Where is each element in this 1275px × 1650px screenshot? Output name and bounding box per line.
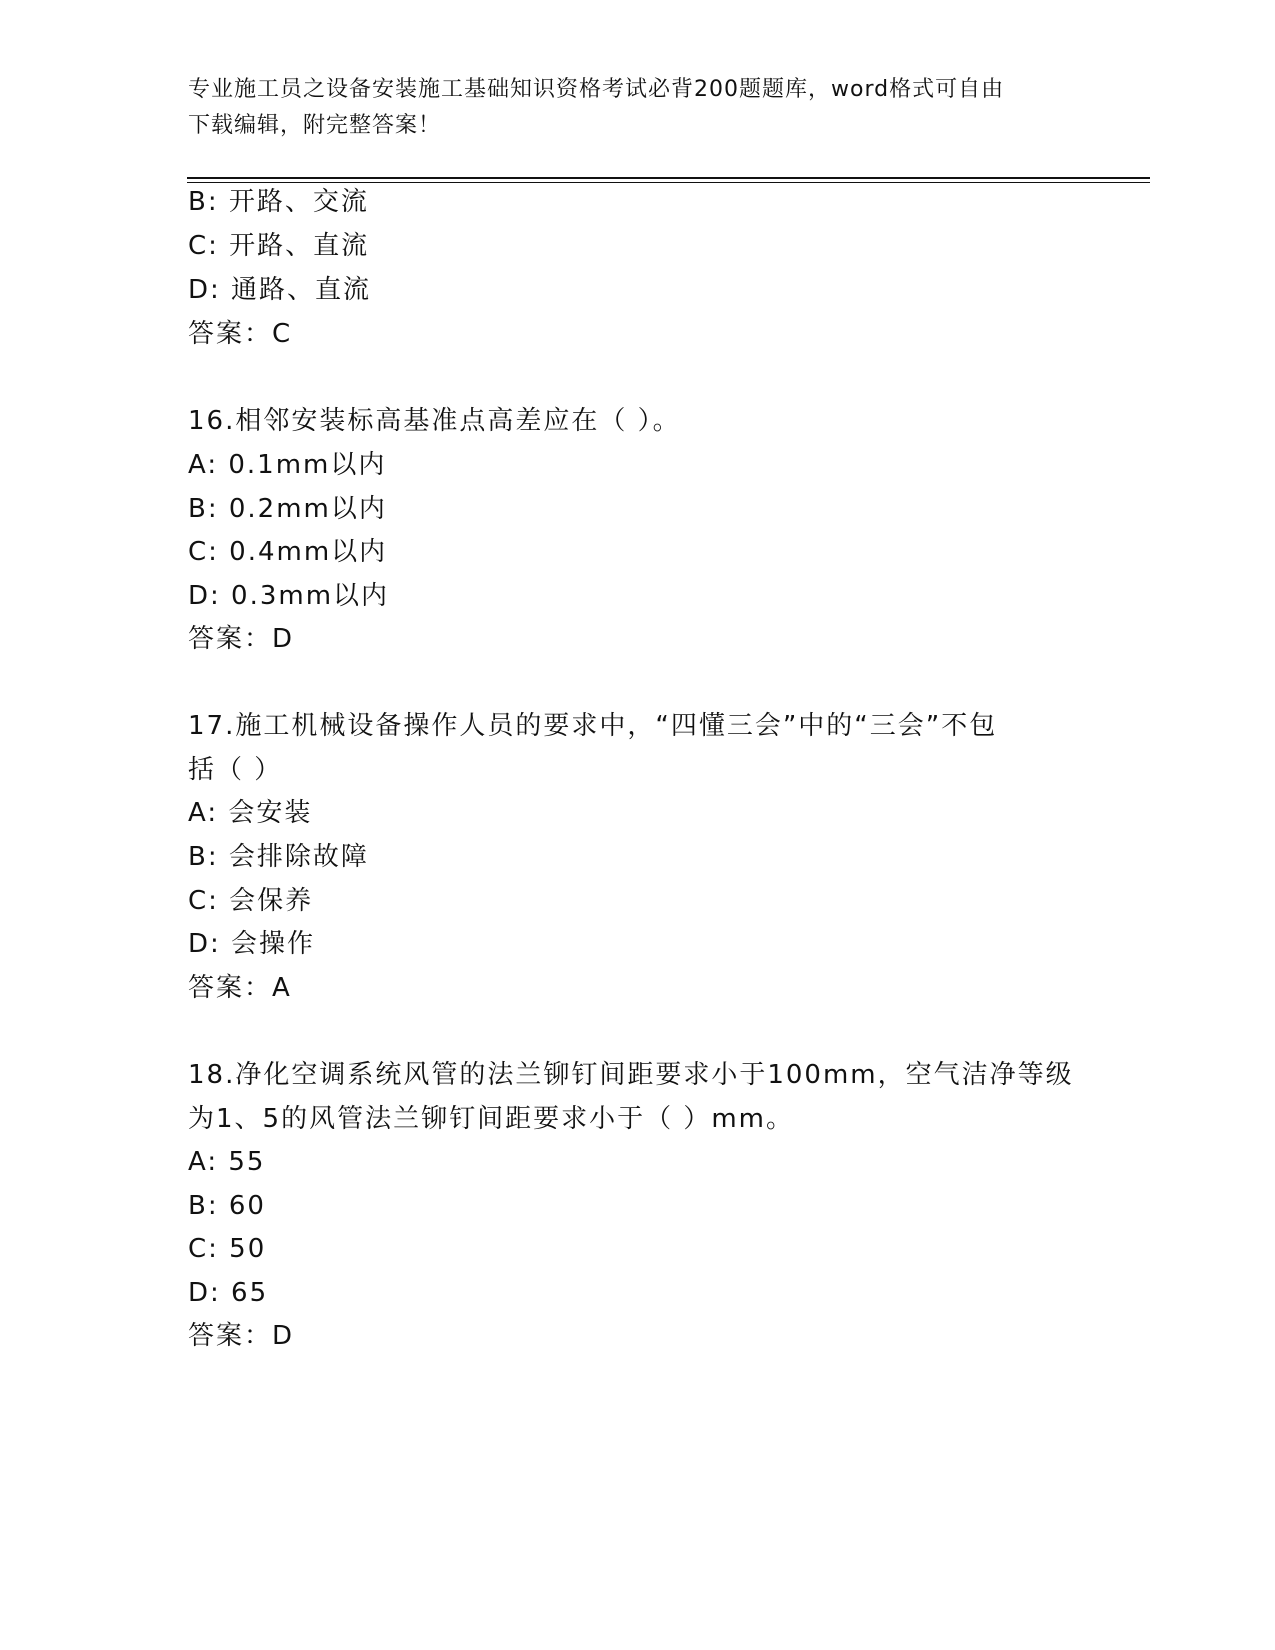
- q16-answer: 答案：D: [188, 624, 295, 654]
- q15-answer: 答案：C: [188, 319, 293, 349]
- q15-option-c: C: 开路、直流: [188, 231, 370, 261]
- q18-answer: 答案：D: [188, 1321, 295, 1351]
- header-title-line-1: 专业施工员之设备安装施工基础知识资格考试必背200题题库，word格式可自由: [188, 77, 1005, 102]
- q18-question-line-2: 为1、5的风管法兰铆钉间距要求小于（ ）mm。: [188, 1104, 795, 1134]
- q15-option-b: B: 开路、交流: [188, 187, 369, 217]
- q17-option-a: A: 会安装: [188, 798, 313, 828]
- q18-option-d: D: 65: [188, 1278, 269, 1308]
- q17-option-d: D: 会操作: [188, 929, 316, 959]
- q17-option-b: B: 会排除故障: [188, 842, 369, 872]
- q18-option-c: C: 50: [188, 1234, 267, 1264]
- q18-question-line-1: 18.净化空调系统风管的法兰铆钉间距要求小于100mm，空气洁净等级: [188, 1060, 1074, 1090]
- q18-option-b: B: 60: [188, 1191, 266, 1221]
- q18-option-a: A: 55: [188, 1147, 266, 1177]
- q17-question-line-1: 17.施工机械设备操作人员的要求中，“四懂三会”中的“三会”不包: [188, 711, 998, 741]
- q16-option-a: A: 0.1mm以内: [188, 450, 387, 480]
- q17-option-c: C: 会保养: [188, 886, 314, 916]
- header-divider-thick: [187, 177, 1150, 179]
- q15-option-d: D: 通路、直流: [188, 275, 372, 305]
- q17-answer: 答案：A: [188, 973, 292, 1003]
- q16-option-c: C: 0.4mm以内: [188, 537, 388, 567]
- q16-option-d: D: 0.3mm以内: [188, 581, 390, 611]
- q16-question: 16.相邻安装标高基准点高差应在（ ）。: [188, 406, 681, 436]
- header-title-line-2: 下载编辑，附完整答案！: [188, 113, 442, 138]
- q17-question-line-2: 括（ ）: [188, 755, 283, 785]
- q16-option-b: B: 0.2mm以内: [188, 494, 387, 524]
- document-header: [188, 72, 1088, 144]
